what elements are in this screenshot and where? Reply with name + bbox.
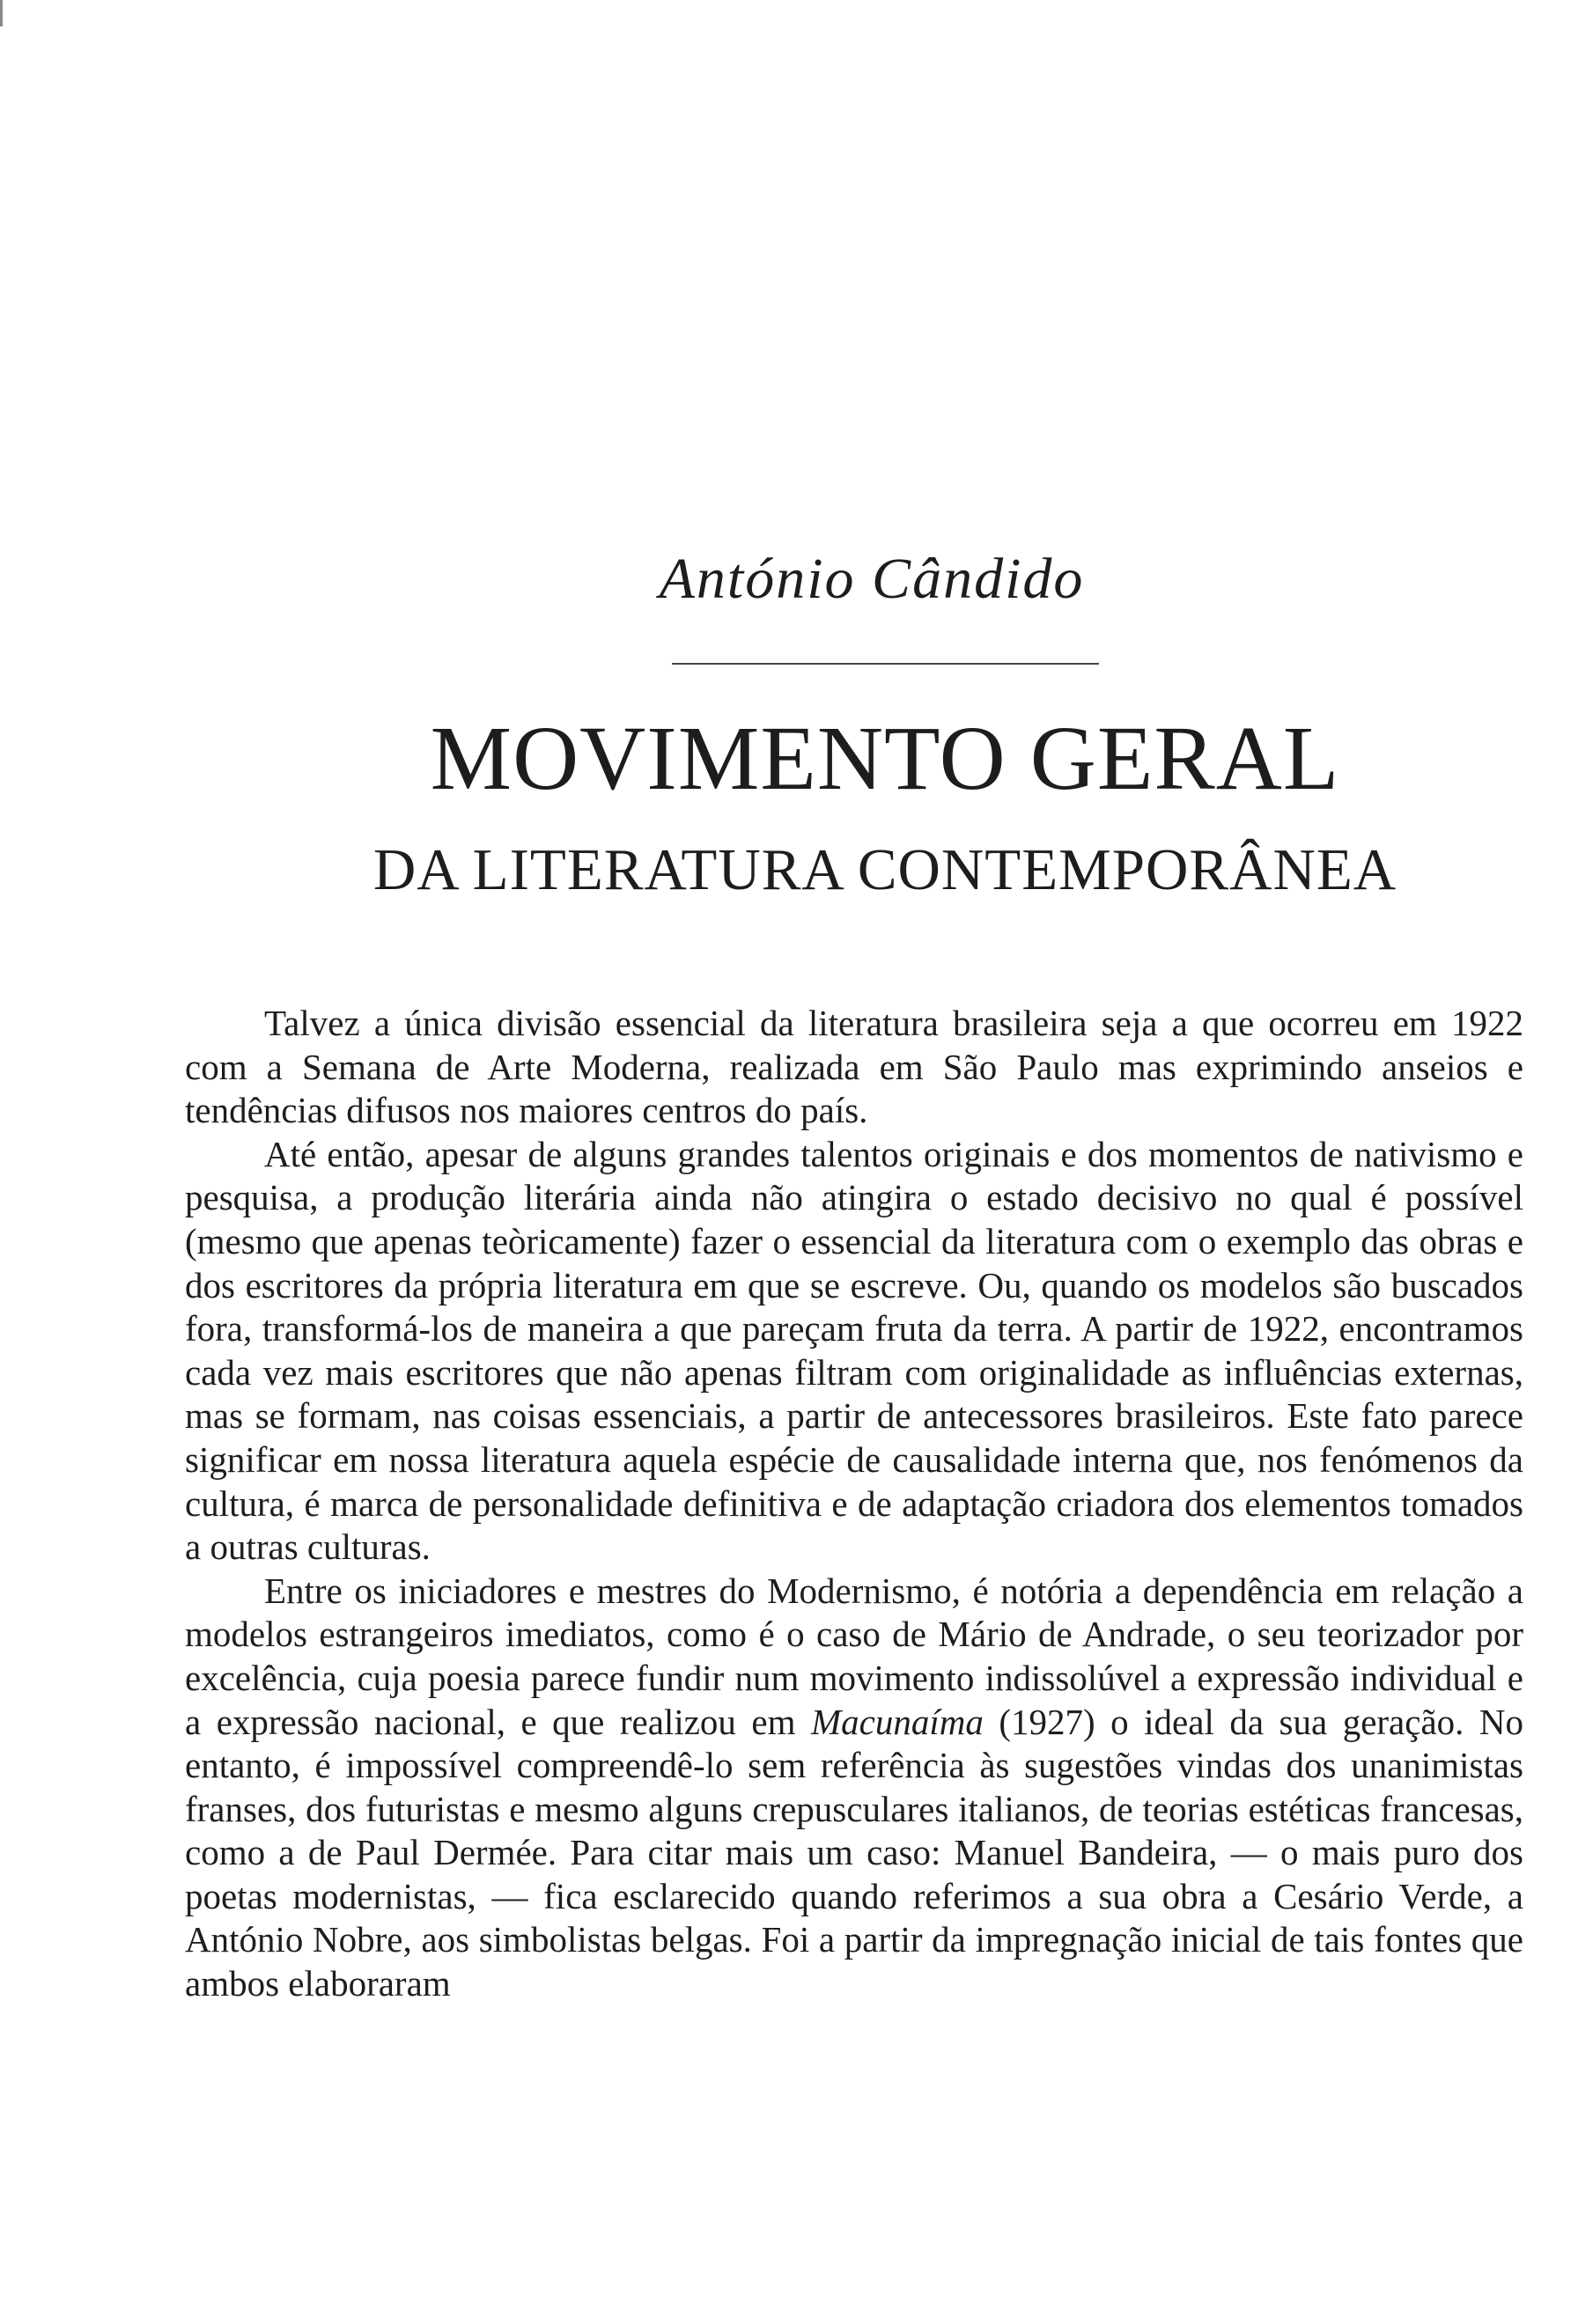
book-title-macunaima: Macunaíma — [811, 1701, 984, 1742]
scan-edge-mark — [0, 0, 3, 26]
document-page — [185, 0, 1523, 2324]
paragraph-3-text-after: (1927) o ideal da sua geração. No entanto, é impossível compreendê-lo sem referência às sugestões vindas dos unanimistas franses, dos futuristas e mesmo alguns crepusculares italianos, de teorias estéticas francesas, como a de Paul Dermée. Para citar mais um caso: Manuel Bandeira, — o mais puro dos poetas modernistas, — fica esclarecido quando referimos a sua obra a Cesário Verde, a António Nobre, aos simbolistas belgas. Foi a partir da impregnação inicial de tais fontes que ambos elaboraram — [185, 1701, 1523, 2004]
article-title: MOVIMENTO GERAL — [430, 708, 1340, 809]
title-divider — [672, 663, 1099, 665]
article-body — [185, 1002, 1523, 2006]
article-subtitle: DA LITERATURA CONTEMPORÂNEA — [372, 837, 1397, 902]
paragraph-3-text-before: Entre os iniciadores e mestres do Modernismo, é notória a dependência em relação a modelos estrangeiros imediatos, como é o caso de Mário de Andrade, o seu teorizador por excelência, cuja poesia parece fundir num movimento indissolúvel a expressão individual e a expressão nacional, e que realizou em — [185, 1570, 1523, 1742]
paragraph-3 — [185, 1570, 1523, 2006]
paragraph-2: Até então, apesar de alguns grandes talentos originais e dos momentos de nativismo e pesquisa, a produção literária ainda não atingira o estado decisivo no qual é possível (mesmo que apenas teòricamente) fazer o essencial da literatura com o exemplo das obras e dos escritores da própria literatura em que se escreve. Ou, quando os modelos são buscados fora, transformá-los de maneira a que pareçam fruta da terra. A partir de 1922, encontramos cada vez mais escritores que não apenas filtram com originalidade as influências externas, mas se formam, nas coisas essenciais, a partir de antecessores brasileiros. Este fato parece significar em nossa literatura aquela espécie de causalidade interna que, nos fenómenos da cultura, é marca de personalidade definitiva e de adaptação criadora dos elementos tomados a outras culturas. — [185, 1133, 1523, 1568]
author-name: António Cândido — [659, 547, 1085, 611]
paragraph-1: Talvez a única divisão essencial da literatura brasileira seja a que ocorreu em 1922 com a Semana de Arte Moderna, realizada em São Paulo mas exprimindo anseios e tendências difusos nos maiores centros do país. — [185, 1003, 1523, 1131]
